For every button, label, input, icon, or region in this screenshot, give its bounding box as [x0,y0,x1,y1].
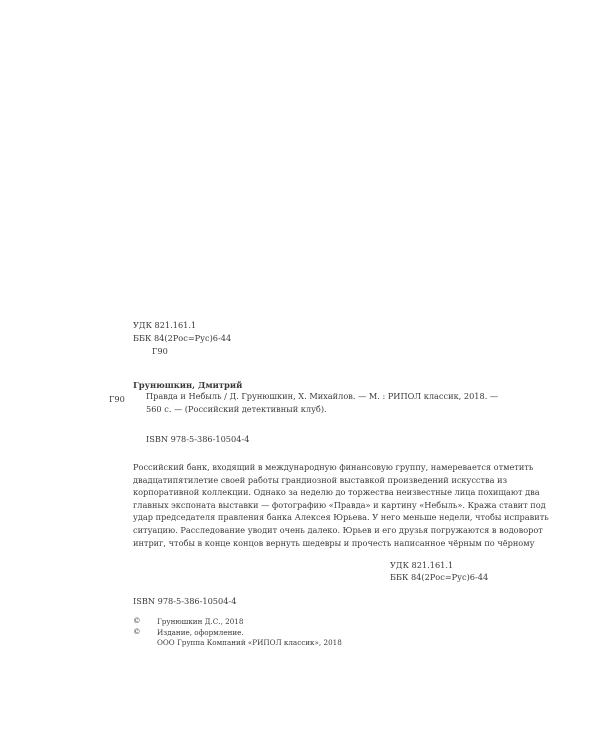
annotation-line: интриг, чтобы в конце концов вернуть шедевры и прочесть написанное чёрным по чёрному [133,537,535,548]
bbk-code-bottom: ББК 84(2Рос=Рус)6-44 [390,572,489,582]
author-mark: Г90 [109,394,125,404]
udk-code-top: УДК 821.161.1 [133,320,197,330]
copyright-author: Грунюшкин Д.С., 2018 [157,617,244,626]
copyright-design: Издание, оформление. [157,628,244,637]
isbn-record: ISBN 978-5-386-10504-4 [146,434,250,444]
annotation-line: корпоративной коллекции. Однако за неделю до торжества неизвестные лица похищают два [133,487,540,498]
copyright-publisher: ООО Группа Компаний «РИПОЛ классик», 2018 [157,638,342,647]
author-mark-top: Г90 [152,346,168,356]
bibliographic-description [146,390,499,415]
annotation-line: ситуацию. Расследование уводит очень далеко. Юрьев и его друзья погружаются в водоворот [133,524,543,535]
bbk-code-top: ББК 84(2Рос=Рус)6-44 [133,333,232,343]
copyright-sign: © [133,616,141,625]
udk-code-bottom: УДК 821.161.1 [390,560,454,570]
annotation-line: удар председателя правления банка Алексея Юрьева. У него меньше недели, чтобы исправить [133,512,549,523]
annotation-line: двадцатипятилетие своей работы грандиозной выставкой произведений искусства из [133,474,508,485]
annotation [133,461,549,549]
annotation-line: Российский банк, входящий в международную финансовую группу, намеревается отметить [133,462,534,472]
annotation-line: главных экспоната выставки — фотографию «Правда» и картину «Небыль». Кража ставит под [133,499,546,510]
copyright-sign: © [133,627,141,636]
author-name: Грунюшкин, Дмитрий [133,380,243,390]
isbn-bottom: ISBN 978-5-386-10504-4 [133,596,237,606]
biblio-line: 560 с. — (Российский детективный клуб). [146,403,327,414]
biblio-line: Правда и Небыль / Д. Грунюшкин, Х. Михайлов. — М. : РИПОЛ классик, 2018. — [146,391,499,401]
